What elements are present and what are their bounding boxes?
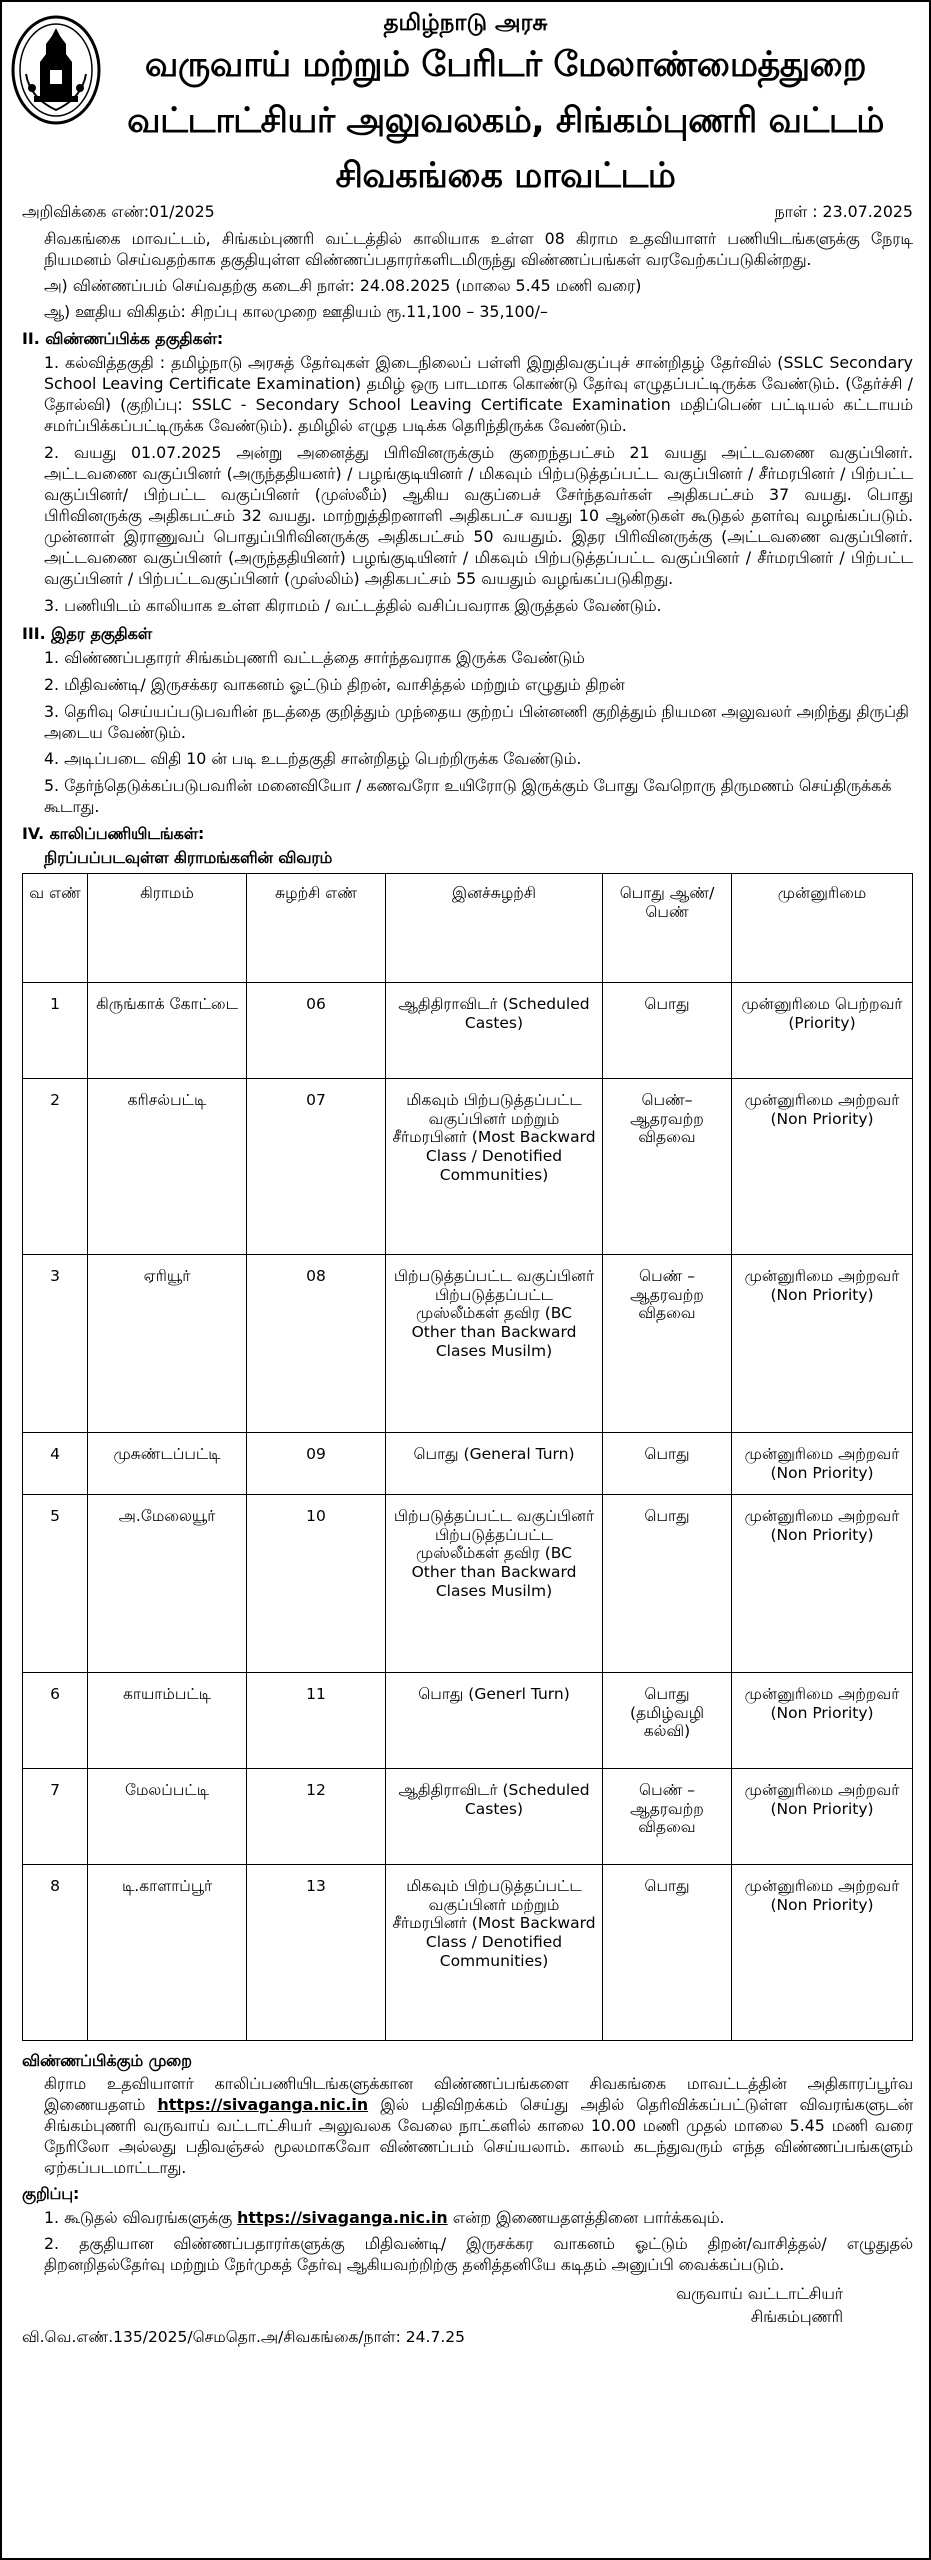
cell-rotation: 09 xyxy=(247,1432,386,1494)
cell-community: பொது (Generl Turn) xyxy=(386,1672,603,1768)
eligibility-education: 1. கல்வித்தகுதி : தமிழ்நாடு அரசுத் தேர்வுகள் இடைநிலைப் பள்ளி இறுதிவகுப்புச் சான்றிதழ் தேர்வில் (SSLC Secondary School Leaving Certificate Examination) தமிழ் ஒரு பாடமாக கொண்டு தேர்வு எழுதப்பட்டிருக்க வேண்டும். (தேர்ச்சி / தோல்வி) (குறிப்பு: SSLC - Secondary School Leaving Certificate Examination மதிப்பெண் பட்டியல் கட்டாயம் சமர்ப்பிக்கப்பட்டிருக்க வேண்டும்). தமிழில் எழுத படிக்க தெரிந்திருக்க வேண்டும். xyxy=(44,353,913,435)
publication-reference: வி.வெ.எண்.135/2025/செமதொ.அ/சிவகங்கை/நாள்: 24.7.25 xyxy=(22,2327,465,2346)
notes-title: குறிப்பு: xyxy=(22,2183,80,2203)
cell-priority: முன்னுரிமை அற்றவர் (Non Priority) xyxy=(732,1254,913,1432)
note-1-after: என்ற இணையதளத்தினை பார்க்கவும். xyxy=(447,2207,725,2227)
vacancy-table xyxy=(22,873,913,2041)
table-header-row xyxy=(23,873,913,982)
cell-priority: முன்னுரிமை அற்றவர் (Non Priority) xyxy=(732,1672,913,1768)
cell-community: ஆதிதிராவிடர் (Scheduled Castes) xyxy=(386,1768,603,1864)
cell-gender: பொது xyxy=(603,1494,732,1672)
table-row xyxy=(23,1494,913,1672)
cell-rotation: 13 xyxy=(247,1864,386,2040)
table-row xyxy=(23,1078,913,1254)
cell-gender: பொது xyxy=(603,982,732,1078)
cell-village: மேலப்பட்டி xyxy=(88,1768,247,1864)
cell-sno: 1 xyxy=(23,982,88,1078)
notice-number: அறிவிக்கை எண்:01/2025 xyxy=(22,202,215,221)
apply-method-title: விண்ணப்பிக்கும் முறை xyxy=(22,2050,192,2070)
cell-village: முசுண்டப்பட்டி xyxy=(88,1432,247,1494)
government-name: தமிழ்நாடு அரசு xyxy=(383,10,548,36)
apply-text-before: கிராம உதவியாளர் காலிப்பணியிடங்களுக்கான விண்ணப்பங்களை சிவகங்கை மாவட்டத்தின் அதிகாரப்பூர்வ இணையதளம் xyxy=(44,2074,913,2115)
header xyxy=(2,2,929,207)
note-1-before: 1. கூடுதல் விவரங்களுக்கு xyxy=(44,2207,238,2227)
cell-rotation: 08 xyxy=(247,1254,386,1432)
cell-priority: முன்னுரிமை அற்றவர் (Non Priority) xyxy=(732,1432,913,1494)
other-qualification-4: 4. அடிப்படை விதி 10 ன் படி உடற்தகுதி சான்றிதழ் பெற்றிருக்க வேண்டும். xyxy=(44,749,582,769)
cell-village: ஏரியூர் xyxy=(88,1254,247,1432)
cell-community: ஆதிதிராவிடர் (Scheduled Castes) xyxy=(386,982,603,1078)
note-website-link[interactable]: https://sivaganga.nic.in xyxy=(237,2207,448,2227)
signature-block xyxy=(22,2283,843,2329)
cell-priority: முன்னுரிமை அற்றவர் (Non Priority) xyxy=(732,1864,913,2040)
header-village: கிராமம் xyxy=(88,873,247,982)
apply-method-text xyxy=(44,2074,913,2178)
note-1 xyxy=(44,2208,913,2229)
cell-gender: பெண் – ஆதரவற்ற விதவை xyxy=(603,1254,732,1432)
cell-rotation: 06 xyxy=(247,982,386,1078)
section-other-title: III. இதர தகுதிகள் xyxy=(22,624,152,644)
notice-body xyxy=(22,202,913,2347)
other-qualification-5: 5. தேர்ந்தெடுக்கப்படுபவரின் மனைவியோ / கணவரோ உயிரோடு இருக்கும் போது வேறொரு திருமணம் செய்திருக்கக் கூடாது. xyxy=(44,776,892,817)
table-row xyxy=(23,1254,913,1432)
other-qualification-3: 3. தெரிவு செய்யப்படுபவரின் நடத்தை குறித்தும் முந்தைய குற்றப் பின்னணி குறித்தும் நியமன அலுவலர் அறிந்து திருப்தி அடைய வேண்டும். xyxy=(44,701,909,742)
cell-community: பிற்படுத்தப்பட்ட வகுப்பினர் பிற்படுத்தப்பட்ட முஸ்லீம்கள் தவிர (BC Other than Backward Clases Musilm) xyxy=(386,1254,603,1432)
cell-community: பிற்படுத்தப்பட்ட வகுப்பினர் பிற்படுத்தப்பட்ட முஸ்லீம்கள் தவிர (BC Other than Backward Clases Musilm) xyxy=(386,1494,603,1672)
note-2: 2. தகுதியான விண்ணப்பதாரர்களுக்கு மிதிவண்டி/ இருசக்கர வாகனம் ஓட்டும் திறன்/வாசித்தல்/ எழுதுதல் திறனறிதல்தேர்வு மற்றும் நேர்முகத் தேர்வு ஆகியவற்றிற்கு தனித்தனியே கடிதம் அனுப்பி வைக்கப்படும். xyxy=(44,2234,913,2275)
header-gender: பொது ஆண்/ பெண் xyxy=(603,873,732,982)
district-website-link[interactable]: https://sivaganga.nic.in xyxy=(157,2095,369,2115)
apply-text-after: இல் பதிவிறக்கம் செய்து அதில் தெரிவிக்கப்பட்டுள்ள விவரங்களுடன் சிங்கம்புணரி வருவாய் வட்டாட்சியர் அலுவலக வேலை நாட்களில் காலை 10.00 மணி முதல் மாலை 5.45 மணி வரை நேரிலோ அல்லது பதிவஞ்சல் மூலமாகவோ விண்ணப்பம் செய்யலாம். காலம் கடந்துவரும் எந்த விண்ணப்பங்களும் ஏற்கப்படமாட்டாது. xyxy=(44,2095,913,2177)
cell-gender: பொது (தமிழ்வழி கல்வி) xyxy=(603,1672,732,1768)
cell-community: மிகவும் பிற்படுத்தப்பட்ட வகுப்பினர் மற்றும் சீர்மரபினர் (Most Backward Class / Denotified Communities) xyxy=(386,1864,603,2040)
cell-village: கிருங்காக் கோட்டை xyxy=(88,982,247,1078)
cell-gender: பொது xyxy=(603,1864,732,2040)
cell-priority: முன்னுரிமை அற்றவர் (Non Priority) xyxy=(732,1078,913,1254)
notice-meta xyxy=(22,202,913,223)
cell-village: டி.காளாப்பூர் xyxy=(88,1864,247,2040)
cell-sno: 6 xyxy=(23,1672,88,1768)
header-priority: முன்னுரிமை xyxy=(732,873,913,982)
section-eligibility-title: II. விண்ணப்பிக்க தகுதிகள்: xyxy=(22,329,224,349)
district-name: சிவகங்கை மாவட்டம் xyxy=(335,156,676,196)
other-qualification-1: 1. விண்ணப்பதாரர் சிங்கம்புணரி வட்டத்தை சார்ந்தவராக இருக்க வேண்டும் xyxy=(44,648,585,668)
cell-village: கரிசல்பட்டி xyxy=(88,1078,247,1254)
header-rotation: சுழற்சி எண் xyxy=(247,873,386,982)
table-row xyxy=(23,1432,913,1494)
table-row xyxy=(23,1672,913,1768)
last-date-point: அ) விண்ணப்பம் செய்வதற்கு கடைசி நாள்: 24.08.2025 (மாலை 5.45 மணி வரை) xyxy=(44,275,642,295)
section-vacancies-title: IV. காலிப்பணியிடங்கள்: xyxy=(22,823,205,843)
vacancy-table-title: நிரப்பப்படவுள்ள கிராமங்களின் விவரம் xyxy=(44,847,333,867)
cell-sno: 4 xyxy=(23,1432,88,1494)
cell-rotation: 11 xyxy=(247,1672,386,1768)
office-name: வட்டாட்சியர் அலுவலகம், சிங்கம்புணரி வட்டம் xyxy=(127,101,884,141)
cell-community: பொது (General Turn) xyxy=(386,1432,603,1494)
table-row xyxy=(23,982,913,1078)
signatory-place: சிங்கம்புணரி xyxy=(750,2306,843,2326)
header-community: இனச்சுழற்சி xyxy=(386,873,603,982)
cell-gender: பொது xyxy=(603,1432,732,1494)
cell-rotation: 10 xyxy=(247,1494,386,1672)
eligibility-age: 2. வயது 01.07.2025 அன்று அனைத்து பிரிவினருக்கும் குறைந்தபட்சம் 21 வயது அட்டவணை வகுப்பினர். அட்டவணை வகுப்பினர் (அருந்ததியனர்) / பழங்குடியினர் / மிகவும் பிற்படுத்தப்பட்ட வகுப்பினர் / சீர்மரபினர் / பிற்பட்ட வகுப்பினர்/ பிற்பட்ட வகுப்பினர் (முஸ்லீம்) ஆகிய வகுப்பைச் சேர்ந்தவர்கள் அதிகபட்சம் 37 வயது. பொது பிரிவினருக்கு அதிகபட்சம் 32 வயது. மாற்றுத்திறனாளி அதிகபட்ச வயது 10 ஆண்டுகள் கூடுதல் தளர்வு வழங்கப்படும். முன்னாள் இராணுவப் பொதுப்பிரிவினருக்கு அதிகபட்சம் 50 வயதும். இதர பிரிவினருக்கு (அட்டவணை வகுப்பினர். அட்டவணை வகுப்பினர் (அருந்ததியினர்) பழங்குடியினர் / மிகவும் பிற்படுத்தப்பட்ட வகுப்பினர் / சீர்மரபினர் / பிற்பட்ட வகுப்பினர் / பிற்பட்டவகுப்பினர் (முஸ்லிம்) அதிகபட்சம் 55 வயதும் வழங்கப்படுகிறது. xyxy=(44,443,913,588)
cell-gender: பெண் – ஆதரவற்ற விதவை xyxy=(603,1768,732,1864)
table-row xyxy=(23,1768,913,1864)
cell-rotation: 12 xyxy=(247,1768,386,1864)
cell-sno: 8 xyxy=(23,1864,88,2040)
intro-paragraph: சிவகங்கை மாவட்டம், சிங்கம்புணரி வட்டத்தில் காலியாக உள்ள 08 கிராம உதவியாளர் பணியிடங்களுக்கு நேரடி நியமனம் செய்வதற்காக தகுதியுள்ள விண்ணப்பதாரர்களிடமிருந்து விண்ணப்பங்கள் வரவேற்கப்படுகின்றது. xyxy=(44,228,913,269)
eligibility-residence: 3. பணியிடம் காலியாக உள்ள கிராமம் / வட்டத்தில் வசிப்பவராக இருத்தல் வேண்டும். xyxy=(44,596,662,616)
cell-priority: முன்னுரிமை அற்றவர் (Non Priority) xyxy=(732,1768,913,1864)
notice-date: நாள் : 23.07.2025 xyxy=(774,202,913,221)
cell-priority: முன்னுரிமை பெற்றவர் (Priority) xyxy=(732,982,913,1078)
cell-priority: முன்னுரிமை அற்றவர் (Non Priority) xyxy=(732,1494,913,1672)
cell-sno: 3 xyxy=(23,1254,88,1432)
cell-sno: 7 xyxy=(23,1768,88,1864)
cell-gender: பெண்– ஆதரவற்ற விதவை xyxy=(603,1078,732,1254)
cell-sno: 5 xyxy=(23,1494,88,1672)
cell-community: மிகவும் பிற்படுத்தப்பட்ட வகுப்பினர் மற்றும் சீர்மரபினர் (Most Backward Class / Denotified Communities) xyxy=(386,1078,603,1254)
cell-village: அ.மேலையூர் xyxy=(88,1494,247,1672)
other-qualification-2: 2. மிதிவண்டி/ இருசக்கர வாகனம் ஓட்டும் திறன், வாசித்தல் மற்றும் எழுதும் திறன் xyxy=(44,674,625,694)
salary-point: ஆ) ஊதிய விகிதம்: சிறப்பு காலமுறை ஊதியம் ரூ.11,100 – 35,100/– xyxy=(44,302,548,322)
header-sno: வ எண் xyxy=(23,873,88,982)
cell-rotation: 07 xyxy=(247,1078,386,1254)
signatory-designation: வருவாய் வட்டாட்சியர் xyxy=(676,2284,843,2304)
department-name: வருவாய் மற்றும் பேரிடர் மேலாண்மைத்துறை xyxy=(144,45,867,85)
cell-village: காயாம்பட்டி xyxy=(88,1672,247,1768)
cell-sno: 2 xyxy=(23,1078,88,1254)
table-row xyxy=(23,1864,913,2040)
